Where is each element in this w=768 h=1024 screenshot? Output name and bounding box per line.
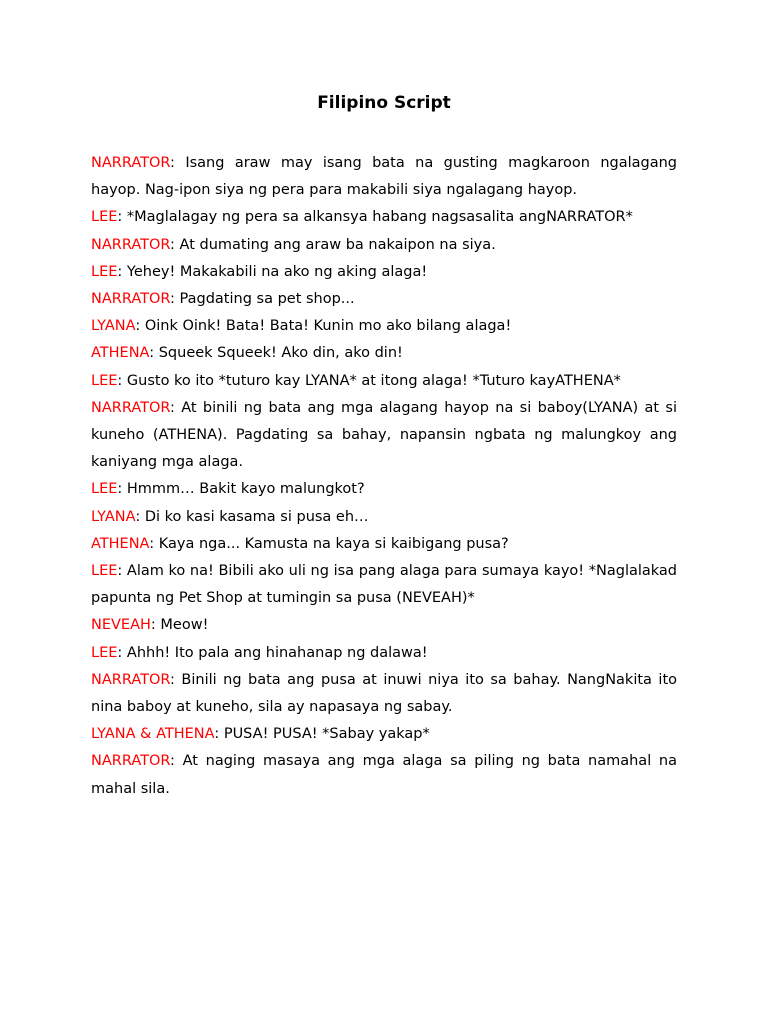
script-line xyxy=(91,612,677,639)
script-line xyxy=(91,232,677,259)
script-line xyxy=(91,667,677,721)
speaker-name: LEE xyxy=(91,209,118,226)
dialogue-text: : Binili ng bata ang pusa at inuwi niya ito sa bahay. NangNakita ito nina baboy at kuneho, sila ay napasaya ng sabay. xyxy=(91,671,677,716)
script-line xyxy=(91,150,677,204)
script-line xyxy=(91,558,677,612)
dialogue-text: : Alam ko na! Bibili ako uli ng isa pang alaga para sumaya kayo! *Naglalakad papunta ng Pet Shop at tumingin sa pusa (NEVEAH)* xyxy=(91,563,677,607)
script-line xyxy=(91,340,677,367)
speaker-name: LEE xyxy=(91,644,118,661)
speaker-name: NARRATOR xyxy=(91,236,171,253)
script-body xyxy=(91,150,677,803)
speaker-name: LEE xyxy=(91,563,118,580)
script-line xyxy=(91,504,677,531)
speaker-name: NARRATOR xyxy=(91,155,171,171)
script-line xyxy=(91,748,677,802)
dialogue-text: : Yehey! Makakabili na ako ng aking alaga! xyxy=(117,263,428,280)
speaker-name: NARRATOR xyxy=(91,399,171,416)
speaker-name: LEE xyxy=(91,372,118,389)
script-line xyxy=(91,368,677,395)
speaker-name: ATHENA xyxy=(91,535,150,552)
script-line xyxy=(91,259,677,286)
script-line xyxy=(91,204,677,231)
dialogue-text: : Oink Oink! Bata! Bata! Kunin mo ako bilang alaga! xyxy=(135,318,512,335)
script-line xyxy=(91,286,677,313)
dialogue-text: : Isang araw may isang bata na gusting magkaroon ngalagang hayop. Nag-ipon siya ng pera para makabili siya ngalagang hayop. xyxy=(91,155,677,199)
speaker-name: LEE xyxy=(91,263,118,280)
speaker-name: NARRATOR xyxy=(91,753,171,770)
speaker-name: NARRATOR xyxy=(91,291,171,308)
page-title: Filipino Script xyxy=(317,93,451,113)
dialogue-text: : At binili ng bata ang mga alagang hayop na si baboy(LYANA) at si kuneho (ATHENA). Pagdating sa bahay, napansin ngbata ng malungkoy ang kaniyang mga alaga. xyxy=(91,399,677,471)
script-line xyxy=(91,395,677,477)
dialogue-text: : At dumating ang araw ba nakaipon na siya. xyxy=(170,236,496,253)
dialogue-text: : Kaya nga... Kamusta na kaya si kaibigang pusa? xyxy=(149,535,509,552)
dialogue-text: : Pagdating sa pet shop... xyxy=(170,291,355,308)
speaker-name: ATHENA xyxy=(91,345,150,362)
script-line xyxy=(91,640,677,667)
speaker-name: LYANA & ATHENA xyxy=(91,726,215,743)
script-line xyxy=(91,476,677,503)
dialogue-text: : Hmmm… Bakit kayo malungkot? xyxy=(117,481,365,498)
speaker-name: NEVEAH xyxy=(91,617,151,634)
speaker-name: LYANA xyxy=(91,318,136,335)
dialogue-text: : Ahhh! Ito pala ang hinahanap ng dalawa! xyxy=(117,644,428,661)
dialogue-text: : Squeek Squeek! Ako din, ako din! xyxy=(149,345,403,362)
speaker-name: LEE xyxy=(91,481,118,498)
script-line xyxy=(91,531,677,558)
dialogue-text: : Di ko kasi kasama si pusa eh… xyxy=(135,508,369,525)
script-line xyxy=(91,313,677,340)
dialogue-text: : Gusto ko ito *tuturo kay LYANA* at itong alaga! *Tuturo kayATHENA* xyxy=(117,372,621,389)
dialogue-text: : *Maglalagay ng pera sa alkansya habang nagsasalita angNARRATOR* xyxy=(117,209,633,226)
dialogue-text: : PUSA! PUSA! *Sabay yakap* xyxy=(214,726,430,743)
script-line xyxy=(91,721,677,748)
speaker-name: NARRATOR xyxy=(91,671,171,688)
speaker-name: LYANA xyxy=(91,508,136,525)
dialogue-text: : At naging masaya ang mga alaga sa piling ng bata namahal na mahal sila. xyxy=(91,753,677,797)
dialogue-text: : Meow! xyxy=(150,617,209,634)
